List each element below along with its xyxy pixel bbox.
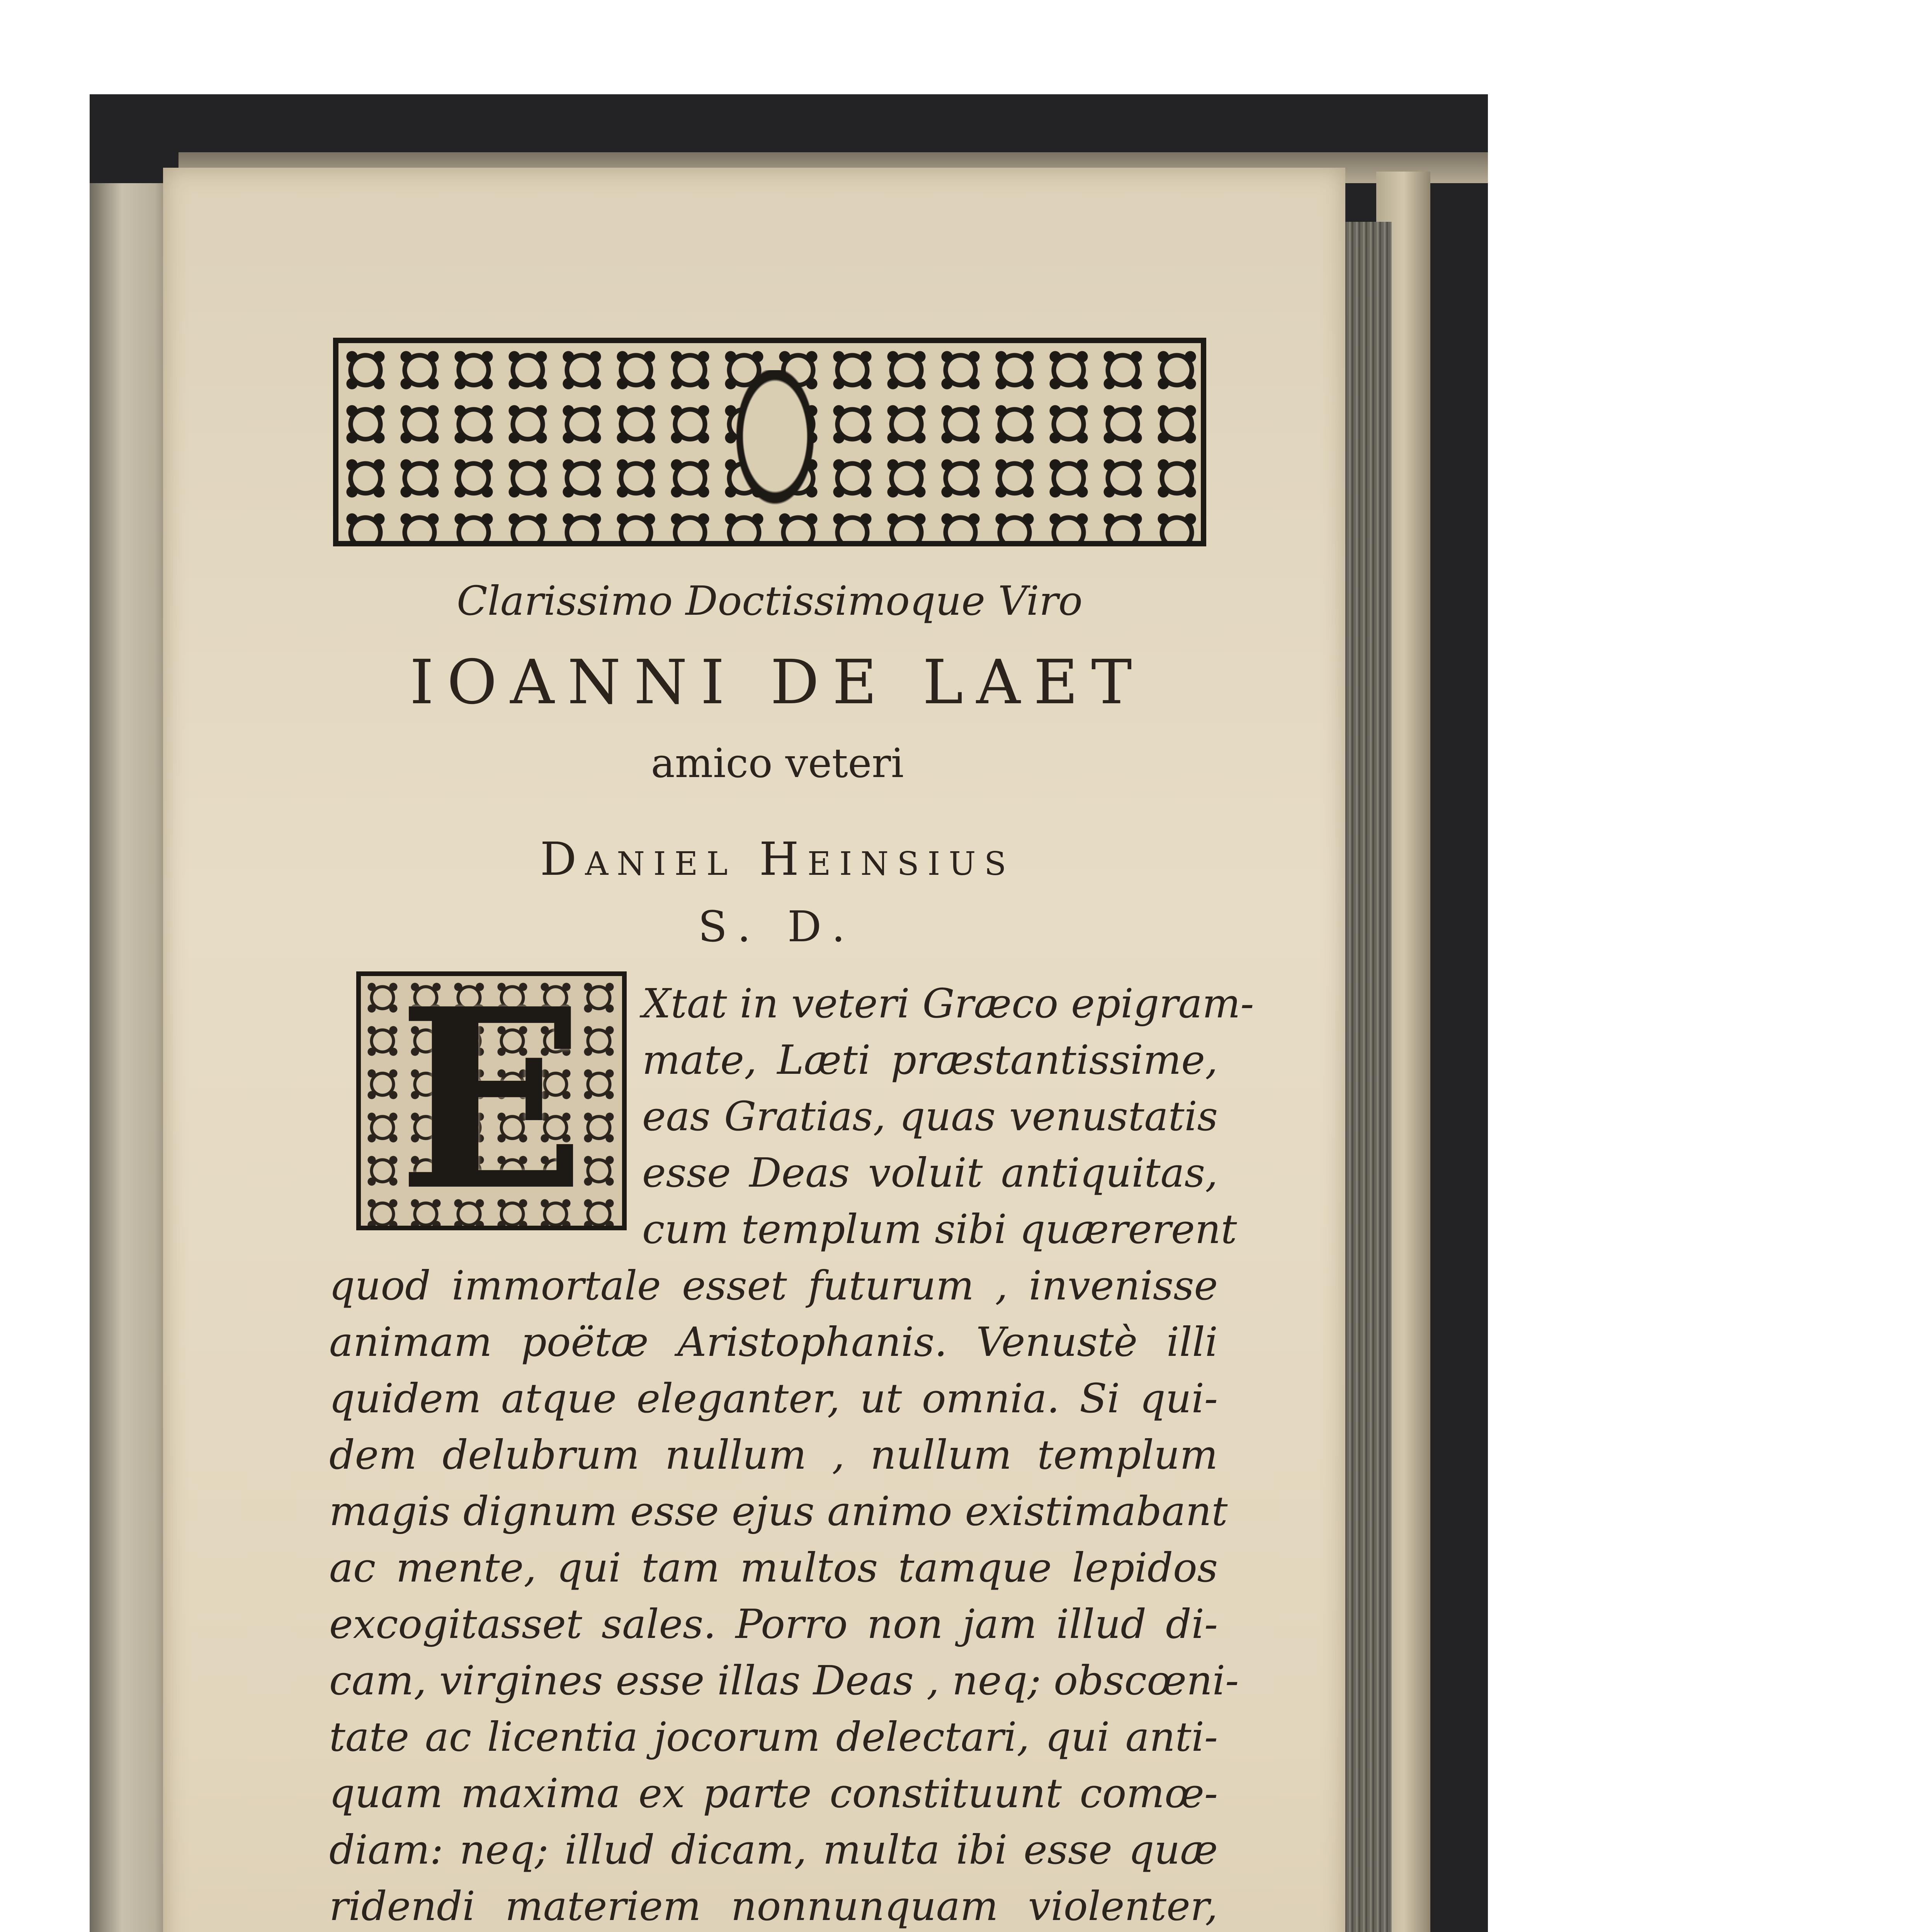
body-line: eas Gratias, quas venustatis — [642, 1093, 1218, 1140]
honoree-epithet: amico veteri — [651, 740, 904, 787]
body-line: mate, Læti præstantissime, — [642, 1036, 1218, 1083]
body-line: cam, virgines esse illas Deas , neq; obscœni- — [329, 1657, 1239, 1704]
left-page-edge — [90, 183, 171, 1932]
body-line: dem delubrum nullum , nullum templum — [329, 1431, 1218, 1478]
body-line: quod immortale esset futurum , invenisse — [329, 1262, 1218, 1309]
body-line: tate ac licentia jocorum delectari, qui anti- — [329, 1713, 1218, 1760]
body-line: quidem atque eleganter, ut omnia. Si qui- — [329, 1375, 1218, 1422]
dedication-line: Clarissimo Doctissimoque Viro — [457, 577, 1083, 624]
body-line: esse Deas voluit antiquitas, — [642, 1149, 1218, 1196]
book-page — [163, 168, 1345, 1932]
ornamental-headpiece-icon — [333, 338, 1206, 546]
body-line: magis dignum esse ejus animo existimabant — [329, 1488, 1228, 1535]
body-text — [329, 954, 1254, 1932]
salutation: S. D. — [698, 902, 857, 951]
body-line: ac mente, qui tam multos tamque lepidos — [329, 1544, 1218, 1591]
body-line: Xtat in veteri Græco epigram- — [642, 980, 1254, 1027]
grotesque-mask-icon — [729, 370, 821, 517]
honoree-name: IOANNI DE LAET — [410, 647, 1145, 718]
initial-letter: E — [397, 954, 586, 1245]
body-line: excogitasset sales. Porro non jam illud di- — [329, 1600, 1218, 1648]
body-line: animam poëtæ Aristophanis. Venustè illi — [329, 1318, 1218, 1366]
body-line: quam maxima ex parte constituunt comœ- — [329, 1770, 1218, 1817]
body-line: diam: neq; illud dicam, multa ibi esse quæ — [329, 1826, 1218, 1873]
author-name: Daniel Heinsius — [540, 832, 1015, 886]
body-line: cum templum sibi quærerent — [642, 1206, 1237, 1253]
body-line: ridendi materiem nonnunquam violenter, — [329, 1883, 1218, 1930]
page-scan — [90, 94, 1488, 1932]
